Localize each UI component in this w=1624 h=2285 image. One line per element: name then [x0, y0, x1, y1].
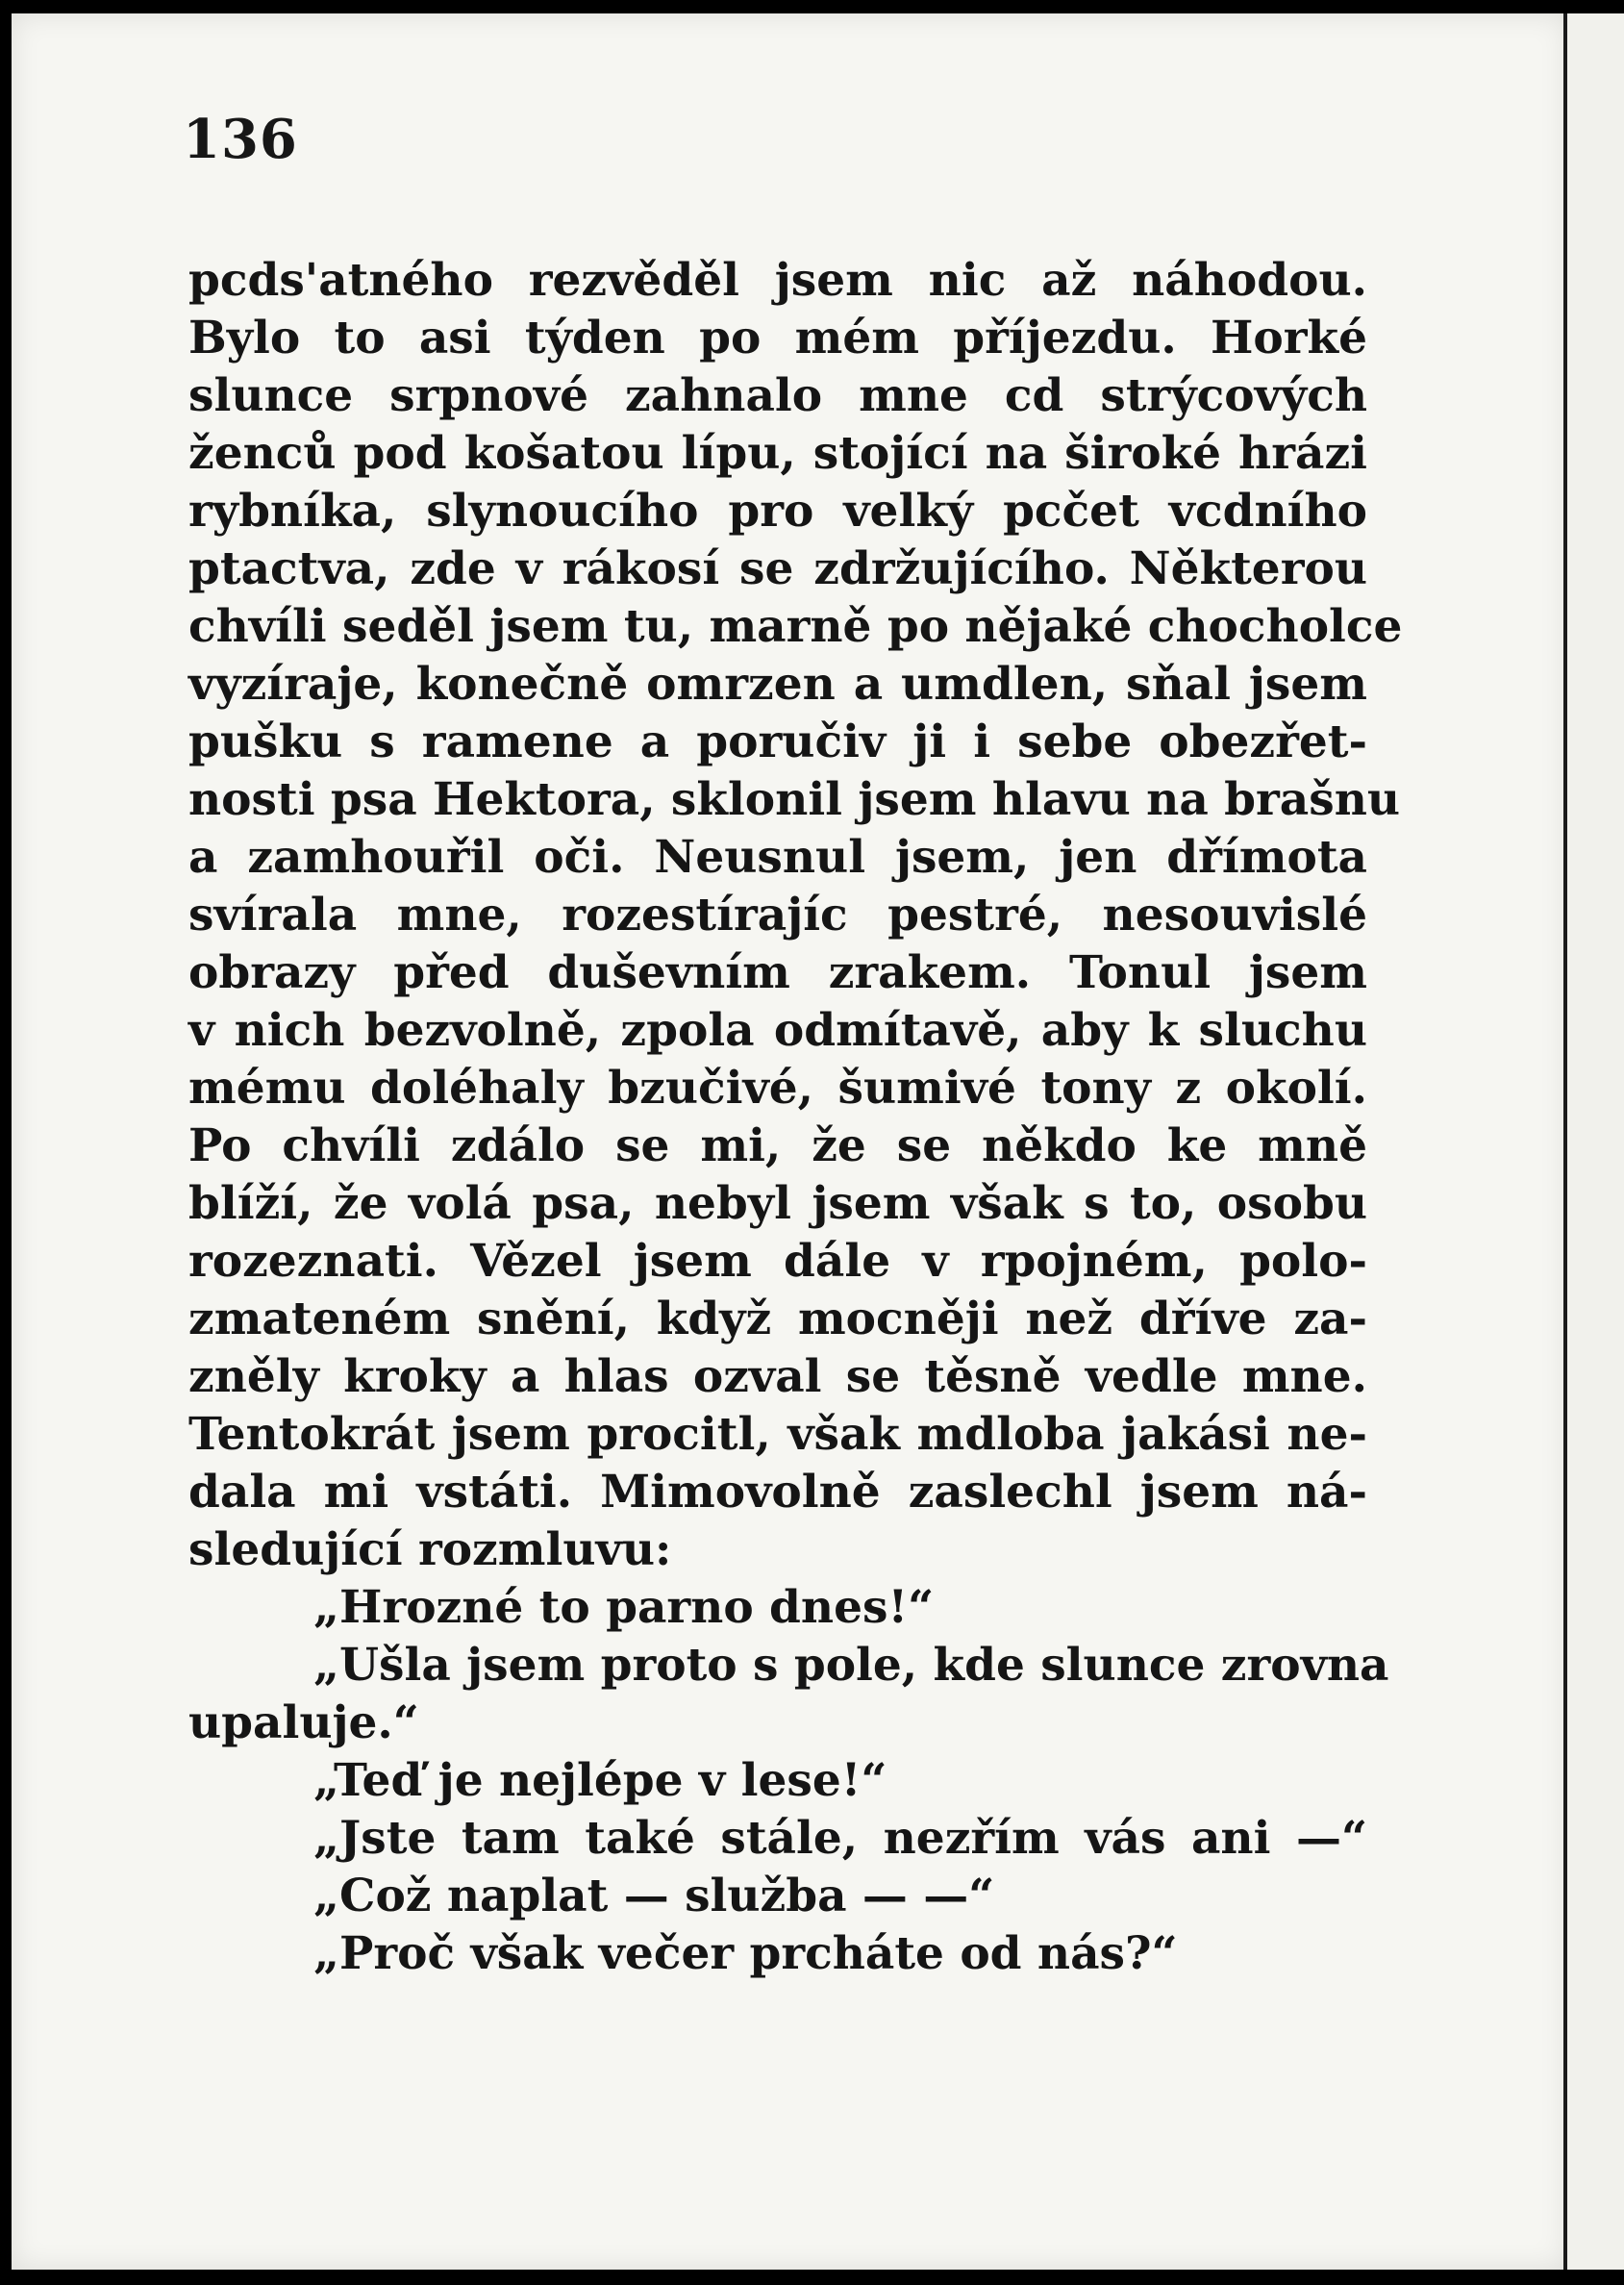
text-line: obrazy před duševním zrakem. Tonul jsem: [188, 946, 1367, 999]
text-line: dala mi vstáti. Mimovolně zaslechl jsem ná-: [188, 1466, 1367, 1519]
text-line: Tentokrát jsem procitl, však mdloba jakási ne-: [188, 1408, 1367, 1461]
text-line: pušku s ramene a poručiv ji i sebe obezřet-: [188, 716, 1367, 768]
text-line: rybníka, slynoucího pro velký pcčet vcdního: [188, 485, 1367, 538]
text-line: svírala mne, rozestírajíc pestré, nesouvislé: [188, 889, 1367, 942]
text-line: vyzíraje, konečně omrzen a umdlen, sňal jsem: [188, 658, 1367, 711]
text-line: v nich bezvolně, zpola odmítavě, aby k sluchu: [188, 1004, 1367, 1057]
dialogue-line: „Což naplat — služba — —“: [313, 1870, 995, 1922]
page-number: 136: [183, 108, 298, 171]
text-line: sledující rozmluvu:: [188, 1523, 672, 1576]
dialogue-line: upaluje.“: [188, 1696, 419, 1749]
text-line: Po chvíli zdálo se mi, že se někdo ke mně: [188, 1119, 1367, 1172]
text-line: Bylo to asi týden po mém příjezdu. Horké: [188, 312, 1367, 364]
dialogue-line: „Jste tam také stále, nezřím vás ani —“: [313, 1812, 1367, 1865]
page-edge: [1563, 13, 1624, 2270]
dialogue-line: „Proč však večer prcháte od nás?“: [313, 1927, 1178, 1980]
dialogue-line: „Teď je nejlépe v lese!“: [313, 1754, 887, 1807]
text-line: zněly kroky a hlas ozval se těsně vedle mne.: [188, 1350, 1367, 1403]
body-text: [188, 252, 1403, 1983]
text-line: ptactva, zde v rákosí se zdržujícího. Některou: [188, 542, 1367, 595]
dialogue-line: „Hrozné to parno dnes!“: [313, 1581, 935, 1634]
text-line: a zamhouřil oči. Neusnul jsem, jen dřímota: [188, 831, 1367, 884]
text-line: zmateném snění, když mocněji než dříve za-: [188, 1293, 1367, 1345]
dialogue-line: „Ušla jsem proto s pole, kde slunce zrovna: [313, 1639, 1389, 1692]
text-line: chvíli seděl jsem tu, marně po nějaké chocholce: [188, 600, 1403, 653]
text-line: ženců pod košatou lípu, stojící na široké hrázi: [188, 427, 1367, 480]
text-line: nosti psa Hektora, sklonil jsem hlavu na brašnu: [188, 773, 1401, 826]
text-line: rozeznati. Vězel jsem dále v rpojném, polo-: [188, 1235, 1367, 1288]
text-line: slunce srpnové zahnalo mne cd strýcových: [188, 369, 1367, 422]
text-line: pcds'atného rezvěděl jsem nic až náhodou.: [188, 254, 1367, 307]
text-line: blíží, že volá psa, nebyl jsem však s to, osobu: [188, 1177, 1367, 1230]
text-line: mému doléhaly bzučivé, šumivé tony z okolí.: [188, 1062, 1367, 1115]
